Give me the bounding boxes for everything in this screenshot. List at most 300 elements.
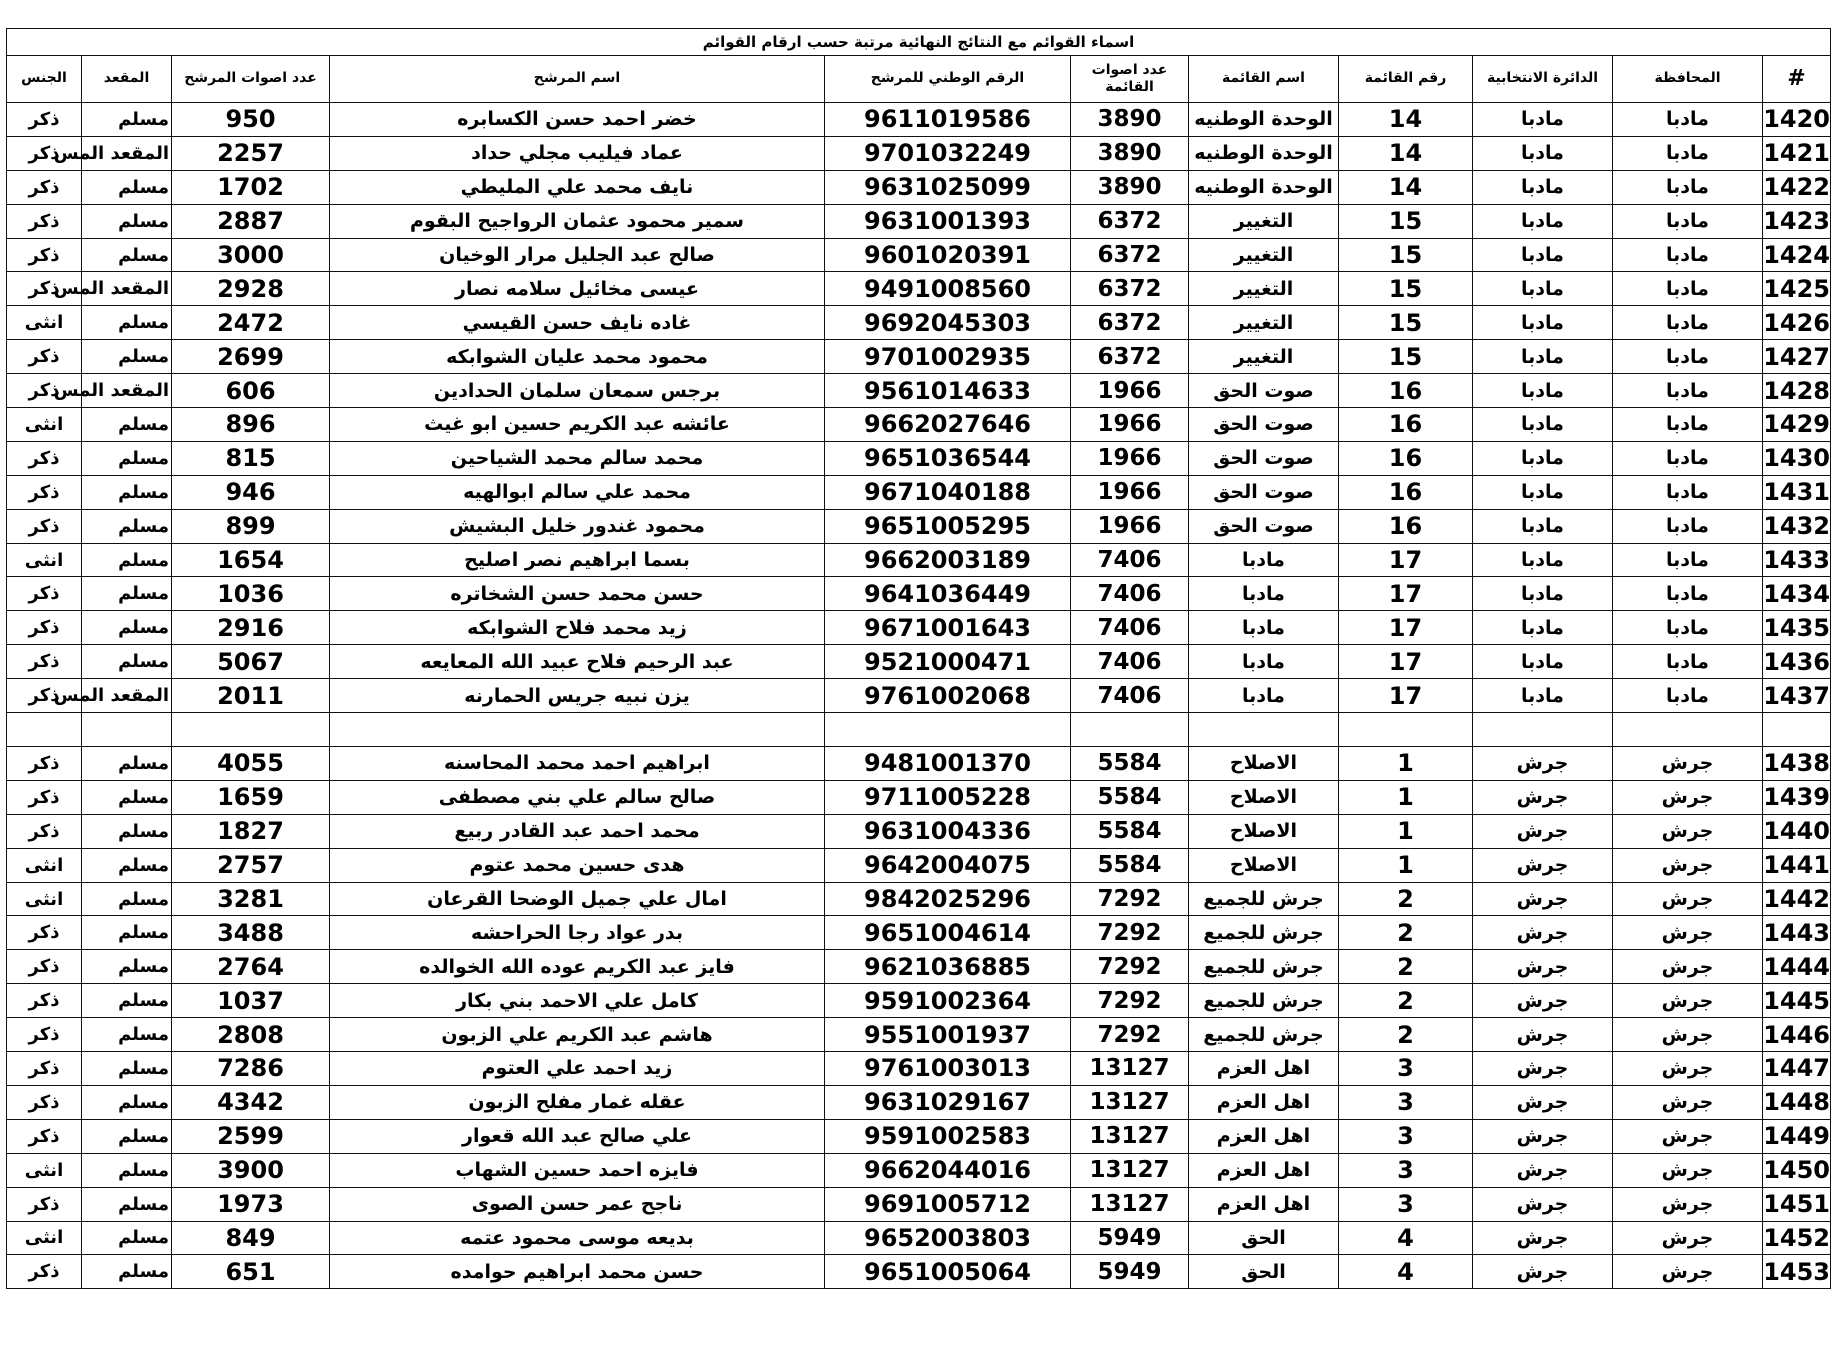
district-cell: مادبا bbox=[1473, 272, 1613, 306]
candidate-name-cell: هدى حسين محمد عتوم bbox=[330, 848, 825, 882]
header-candidate-votes: عدد اصوات المرشح bbox=[172, 56, 330, 103]
table-row bbox=[7, 408, 1831, 442]
gender-cell: ذكر bbox=[7, 1255, 82, 1289]
table-row bbox=[7, 780, 1831, 814]
list-name-cell: جرش للجميع bbox=[1189, 1018, 1339, 1052]
candidate-votes-cell: 1973 bbox=[172, 1187, 330, 1221]
district-cell: مادبا bbox=[1473, 204, 1613, 238]
district-cell: جرش bbox=[1473, 1221, 1613, 1255]
gender-cell: ذكر bbox=[7, 645, 82, 679]
national-id-cell: 9761002068 bbox=[825, 679, 1071, 713]
gender-cell: ذكر bbox=[7, 204, 82, 238]
table-row bbox=[7, 577, 1831, 611]
candidate-votes-cell: 1037 bbox=[172, 984, 330, 1018]
row-index: 1428 bbox=[1763, 374, 1831, 408]
candidate-votes-cell: 4055 bbox=[172, 747, 330, 781]
table-row bbox=[7, 950, 1831, 984]
seat-cell: مسلم bbox=[82, 1187, 172, 1221]
list-number-cell: 2 bbox=[1339, 916, 1473, 950]
list-votes-cell: 1966 bbox=[1071, 374, 1189, 408]
seat-cell: مسلم bbox=[82, 1119, 172, 1153]
national-id-cell: 9651005295 bbox=[825, 509, 1071, 543]
candidate-name-cell: خضر احمد حسن الكسابره bbox=[330, 103, 825, 137]
national-id-cell: 9691005712 bbox=[825, 1187, 1071, 1221]
governorate-cell: مادبا bbox=[1613, 679, 1763, 713]
candidate-votes-cell: 2599 bbox=[172, 1119, 330, 1153]
gender-cell: ذكر bbox=[7, 1018, 82, 1052]
list-name-cell: اهل العزم bbox=[1189, 1187, 1339, 1221]
list-number-cell: 2 bbox=[1339, 984, 1473, 1018]
list-name-cell: اهل العزم bbox=[1189, 1119, 1339, 1153]
gender-cell: ذكر bbox=[7, 1052, 82, 1086]
candidate-votes-cell: 4342 bbox=[172, 1085, 330, 1119]
candidate-name-cell: محمود غندور خليل البشيش bbox=[330, 509, 825, 543]
seat-cell: المقعد المس bbox=[82, 374, 172, 408]
governorate-cell: مادبا bbox=[1613, 136, 1763, 170]
national-id-cell: 9491008560 bbox=[825, 272, 1071, 306]
list-votes-cell: 1966 bbox=[1071, 509, 1189, 543]
list-name-cell: جرش للجميع bbox=[1189, 984, 1339, 1018]
national-id-cell: 9671001643 bbox=[825, 611, 1071, 645]
national-id-cell: 9761003013 bbox=[825, 1052, 1071, 1086]
district-cell: جرش bbox=[1473, 1018, 1613, 1052]
national-id-cell: 9701002935 bbox=[825, 340, 1071, 374]
national-id-cell: 9621036885 bbox=[825, 950, 1071, 984]
governorate-cell: جرش bbox=[1613, 1255, 1763, 1289]
seat-cell: مسلم bbox=[82, 1255, 172, 1289]
gender-cell: ذكر bbox=[7, 814, 82, 848]
seat-cell: مسلم bbox=[82, 814, 172, 848]
list-number-cell: 14 bbox=[1339, 170, 1473, 204]
district-cell: مادبا bbox=[1473, 340, 1613, 374]
candidate-votes-cell: 3488 bbox=[172, 916, 330, 950]
candidate-votes-cell: 899 bbox=[172, 509, 330, 543]
governorate-cell: مادبا bbox=[1613, 543, 1763, 577]
national-id-cell: 9662044016 bbox=[825, 1153, 1071, 1187]
list-name-cell: التغيير bbox=[1189, 306, 1339, 340]
national-id-cell: 9641036449 bbox=[825, 577, 1071, 611]
governorate-cell: جرش bbox=[1613, 848, 1763, 882]
seat-cell: مسلم bbox=[82, 645, 172, 679]
candidate-votes-cell: 946 bbox=[172, 475, 330, 509]
district-cell: جرش bbox=[1473, 1085, 1613, 1119]
national-id-cell: 9551001937 bbox=[825, 1018, 1071, 1052]
list-number-cell: 3 bbox=[1339, 1119, 1473, 1153]
seat-cell: مسلم bbox=[82, 306, 172, 340]
seat-cell: مسلم bbox=[82, 1221, 172, 1255]
list-votes-cell: 13127 bbox=[1071, 1052, 1189, 1086]
row-index: 1436 bbox=[1763, 645, 1831, 679]
row-index: 1426 bbox=[1763, 306, 1831, 340]
candidate-name-cell: بديعه موسى محمود عتمه bbox=[330, 1221, 825, 1255]
list-number-cell: 17 bbox=[1339, 611, 1473, 645]
seat-cell: المقعد المس bbox=[82, 272, 172, 306]
list-name-cell: اهل العزم bbox=[1189, 1153, 1339, 1187]
candidate-votes-cell: 896 bbox=[172, 408, 330, 442]
candidate-name-cell: محمود محمد عليان الشوابكه bbox=[330, 340, 825, 374]
governorate-cell: جرش bbox=[1613, 1052, 1763, 1086]
seat-cell: مسلم bbox=[82, 950, 172, 984]
table-row bbox=[7, 340, 1831, 374]
governorate-cell: جرش bbox=[1613, 882, 1763, 916]
district-cell: مادبا bbox=[1473, 374, 1613, 408]
row-index: 1447 bbox=[1763, 1052, 1831, 1086]
list-number-cell: 2 bbox=[1339, 882, 1473, 916]
candidate-votes-cell: 950 bbox=[172, 103, 330, 137]
gender-cell: ذكر bbox=[7, 780, 82, 814]
district-cell: جرش bbox=[1473, 1052, 1613, 1086]
header-district: الدائرة الانتخابية bbox=[1473, 56, 1613, 103]
header-row bbox=[7, 56, 1831, 103]
governorate-cell: جرش bbox=[1613, 747, 1763, 781]
table-row bbox=[7, 747, 1831, 781]
row-index: 1440 bbox=[1763, 814, 1831, 848]
table-row bbox=[7, 814, 1831, 848]
candidate-name-cell: فايزه احمد حسين الشهاب bbox=[330, 1153, 825, 1187]
list-name-cell: صوت الحق bbox=[1189, 475, 1339, 509]
district-cell: جرش bbox=[1473, 1153, 1613, 1187]
seat-cell: مسلم bbox=[82, 577, 172, 611]
list-votes-cell: 1966 bbox=[1071, 475, 1189, 509]
seat-cell: مسلم bbox=[82, 1018, 172, 1052]
governorate-cell: مادبا bbox=[1613, 441, 1763, 475]
gender-cell: ذكر bbox=[7, 103, 82, 137]
candidate-votes-cell: 3900 bbox=[172, 1153, 330, 1187]
list-number-cell: 16 bbox=[1339, 475, 1473, 509]
gender-cell: انثى bbox=[7, 1153, 82, 1187]
district-cell: جرش bbox=[1473, 1255, 1613, 1289]
table-row bbox=[7, 916, 1831, 950]
list-votes-cell: 13127 bbox=[1071, 1153, 1189, 1187]
header-governorate: المحافظة bbox=[1613, 56, 1763, 103]
seat-cell: مسلم bbox=[82, 1153, 172, 1187]
list-number-cell: 15 bbox=[1339, 272, 1473, 306]
gender-cell: انثى bbox=[7, 1221, 82, 1255]
header-national-id: الرقم الوطني للمرشح bbox=[825, 56, 1071, 103]
candidate-votes-cell: 1827 bbox=[172, 814, 330, 848]
list-number-cell: 3 bbox=[1339, 1153, 1473, 1187]
seat-cell: مسلم bbox=[82, 340, 172, 374]
candidate-name-cell: زيد محمد فلاح الشوابكه bbox=[330, 611, 825, 645]
district-cell: مادبا bbox=[1473, 408, 1613, 442]
candidate-name-cell: محمد احمد عبد القادر ربيع bbox=[330, 814, 825, 848]
candidate-name-cell: محمد سالم محمد الشياحين bbox=[330, 441, 825, 475]
list-votes-cell: 7292 bbox=[1071, 984, 1189, 1018]
district-cell: مادبا bbox=[1473, 103, 1613, 137]
list-votes-cell: 1966 bbox=[1071, 408, 1189, 442]
list-name-cell: الوحدة الوطنيه bbox=[1189, 170, 1339, 204]
gender-cell: ذكر bbox=[7, 441, 82, 475]
candidate-name-cell: زيد احمد علي العتوم bbox=[330, 1052, 825, 1086]
list-votes-cell: 3890 bbox=[1071, 103, 1189, 137]
list-name-cell: جرش للجميع bbox=[1189, 950, 1339, 984]
seat-cell: مسلم bbox=[82, 238, 172, 272]
list-number-cell: 17 bbox=[1339, 577, 1473, 611]
table-row bbox=[7, 272, 1831, 306]
district-cell: مادبا bbox=[1473, 238, 1613, 272]
district-cell: جرش bbox=[1473, 916, 1613, 950]
gender-cell: ذكر bbox=[7, 374, 82, 408]
list-number-cell: 1 bbox=[1339, 747, 1473, 781]
row-index: 1423 bbox=[1763, 204, 1831, 238]
district-cell: جرش bbox=[1473, 950, 1613, 984]
candidate-name-cell: محمد علي سالم ابوالهيه bbox=[330, 475, 825, 509]
governorate-cell: مادبا bbox=[1613, 611, 1763, 645]
gender-cell: ذكر bbox=[7, 272, 82, 306]
governorate-cell: جرش bbox=[1613, 1119, 1763, 1153]
gender-cell: ذكر bbox=[7, 577, 82, 611]
national-id-cell: 9692045303 bbox=[825, 306, 1071, 340]
row-index: 1435 bbox=[1763, 611, 1831, 645]
row-index: 1438 bbox=[1763, 747, 1831, 781]
list-name-cell: الوحدة الوطنيه bbox=[1189, 103, 1339, 137]
national-id-cell: 9591002583 bbox=[825, 1119, 1071, 1153]
candidate-votes-cell: 2257 bbox=[172, 136, 330, 170]
district-cell: مادبا bbox=[1473, 679, 1613, 713]
list-number-cell: 16 bbox=[1339, 408, 1473, 442]
list-name-cell: مادبا bbox=[1189, 645, 1339, 679]
candidate-name-cell: عائشه عبد الكريم حسين ابو غيث bbox=[330, 408, 825, 442]
row-index: 1433 bbox=[1763, 543, 1831, 577]
list-votes-cell: 3890 bbox=[1071, 170, 1189, 204]
governorate-cell: جرش bbox=[1613, 1018, 1763, 1052]
seat-cell: مسلم bbox=[82, 408, 172, 442]
row-index: 1424 bbox=[1763, 238, 1831, 272]
row-index: 1422 bbox=[1763, 170, 1831, 204]
list-name-cell: التغيير bbox=[1189, 272, 1339, 306]
candidate-name-cell: هاشم عبد الكريم علي الزبون bbox=[330, 1018, 825, 1052]
candidate-name-cell: برجس سمعان سلمان الحدادين bbox=[330, 374, 825, 408]
district-cell: جرش bbox=[1473, 780, 1613, 814]
governorate-cell: مادبا bbox=[1613, 272, 1763, 306]
list-name-cell: مادبا bbox=[1189, 611, 1339, 645]
seat-cell: مسلم bbox=[82, 882, 172, 916]
governorate-cell: جرش bbox=[1613, 950, 1763, 984]
national-id-cell: 9651005064 bbox=[825, 1255, 1071, 1289]
list-number-cell: 14 bbox=[1339, 136, 1473, 170]
district-cell: جرش bbox=[1473, 984, 1613, 1018]
district-cell: مادبا bbox=[1473, 543, 1613, 577]
list-number-cell: 16 bbox=[1339, 374, 1473, 408]
list-number-cell: 16 bbox=[1339, 509, 1473, 543]
candidate-votes-cell: 606 bbox=[172, 374, 330, 408]
list-votes-cell: 7406 bbox=[1071, 679, 1189, 713]
gender-cell: ذكر bbox=[7, 984, 82, 1018]
candidate-votes-cell: 849 bbox=[172, 1221, 330, 1255]
list-votes-cell: 7406 bbox=[1071, 543, 1189, 577]
governorate-cell: مادبا bbox=[1613, 475, 1763, 509]
row-index: 1432 bbox=[1763, 509, 1831, 543]
district-cell: مادبا bbox=[1473, 136, 1613, 170]
seat-cell: مسلم bbox=[82, 747, 172, 781]
seat-cell: مسلم bbox=[82, 611, 172, 645]
seat-cell: مسلم bbox=[82, 984, 172, 1018]
candidate-name-cell: يزن نبيه جريس الحمارنه bbox=[330, 679, 825, 713]
seat-cell: مسلم bbox=[82, 103, 172, 137]
district-cell: جرش bbox=[1473, 747, 1613, 781]
table-row bbox=[7, 441, 1831, 475]
candidate-votes-cell: 2472 bbox=[172, 306, 330, 340]
list-name-cell: صوت الحق bbox=[1189, 408, 1339, 442]
national-id-cell: 9631004336 bbox=[825, 814, 1071, 848]
governorate-cell: مادبا bbox=[1613, 577, 1763, 611]
governorate-cell: جرش bbox=[1613, 780, 1763, 814]
row-index: 1443 bbox=[1763, 916, 1831, 950]
row-index: 1434 bbox=[1763, 577, 1831, 611]
list-votes-cell: 5584 bbox=[1071, 747, 1189, 781]
governorate-cell: مادبا bbox=[1613, 204, 1763, 238]
national-id-cell: 9842025296 bbox=[825, 882, 1071, 916]
row-index: 1420 bbox=[1763, 103, 1831, 137]
candidate-votes-cell: 1659 bbox=[172, 780, 330, 814]
gender-cell: انثى bbox=[7, 882, 82, 916]
list-number-cell: 17 bbox=[1339, 543, 1473, 577]
list-votes-cell: 13127 bbox=[1071, 1187, 1189, 1221]
gender-cell: ذكر bbox=[7, 475, 82, 509]
row-index: 1446 bbox=[1763, 1018, 1831, 1052]
national-id-cell: 9662003189 bbox=[825, 543, 1071, 577]
seat-cell: مسلم bbox=[82, 170, 172, 204]
candidate-votes-cell: 815 bbox=[172, 441, 330, 475]
candidate-votes-cell: 2887 bbox=[172, 204, 330, 238]
governorate-cell: جرش bbox=[1613, 984, 1763, 1018]
national-id-cell: 9651004614 bbox=[825, 916, 1071, 950]
district-cell: مادبا bbox=[1473, 509, 1613, 543]
candidate-name-cell: بسما ابراهيم نصر اصليح bbox=[330, 543, 825, 577]
list-number-cell: 1 bbox=[1339, 848, 1473, 882]
list-number-cell: 3 bbox=[1339, 1085, 1473, 1119]
national-id-cell: 9631025099 bbox=[825, 170, 1071, 204]
page-title: اسماء القوائم مع النتائج النهائية مرتبة حسب ارقام القوائم bbox=[7, 29, 1831, 56]
table-row bbox=[7, 1153, 1831, 1187]
table-row bbox=[7, 543, 1831, 577]
candidate-votes-cell: 2699 bbox=[172, 340, 330, 374]
candidate-votes-cell: 1036 bbox=[172, 577, 330, 611]
list-number-cell: 4 bbox=[1339, 1221, 1473, 1255]
candidate-votes-cell: 7286 bbox=[172, 1052, 330, 1086]
list-name-cell: صوت الحق bbox=[1189, 441, 1339, 475]
list-name-cell: التغيير bbox=[1189, 204, 1339, 238]
list-name-cell: الاصلاح bbox=[1189, 848, 1339, 882]
blank-row bbox=[7, 713, 1831, 747]
seat-cell: مسلم bbox=[82, 509, 172, 543]
candidate-name-cell: سمير محمود عثمان الرواجيح البقوم bbox=[330, 204, 825, 238]
row-index: 1427 bbox=[1763, 340, 1831, 374]
national-id-cell: 9652003803 bbox=[825, 1221, 1071, 1255]
gender-cell: ذكر bbox=[7, 170, 82, 204]
governorate-cell: مادبا bbox=[1613, 238, 1763, 272]
list-name-cell: مادبا bbox=[1189, 577, 1339, 611]
governorate-cell: مادبا bbox=[1613, 509, 1763, 543]
list-number-cell: 14 bbox=[1339, 103, 1473, 137]
row-index: 1445 bbox=[1763, 984, 1831, 1018]
table-separator bbox=[7, 713, 1831, 747]
list-votes-cell: 6372 bbox=[1071, 306, 1189, 340]
candidate-name-cell: حسن محمد ابراهيم حوامده bbox=[330, 1255, 825, 1289]
list-votes-cell: 5949 bbox=[1071, 1255, 1189, 1289]
national-id-cell: 9631029167 bbox=[825, 1085, 1071, 1119]
table-row bbox=[7, 848, 1831, 882]
list-votes-cell: 6372 bbox=[1071, 204, 1189, 238]
gender-cell: ذكر bbox=[7, 1085, 82, 1119]
candidate-votes-cell: 5067 bbox=[172, 645, 330, 679]
table-row bbox=[7, 611, 1831, 645]
list-name-cell: الاصلاح bbox=[1189, 814, 1339, 848]
list-name-cell: جرش للجميع bbox=[1189, 882, 1339, 916]
governorate-cell: مادبا bbox=[1613, 408, 1763, 442]
candidate-votes-cell: 2808 bbox=[172, 1018, 330, 1052]
list-votes-cell: 7292 bbox=[1071, 1018, 1189, 1052]
row-index: 1442 bbox=[1763, 882, 1831, 916]
table-row bbox=[7, 475, 1831, 509]
list-number-cell: 15 bbox=[1339, 306, 1473, 340]
table-row bbox=[7, 170, 1831, 204]
list-votes-cell: 1966 bbox=[1071, 441, 1189, 475]
table-row bbox=[7, 103, 1831, 137]
gender-cell: ذكر bbox=[7, 509, 82, 543]
list-number-cell: 15 bbox=[1339, 340, 1473, 374]
table-row bbox=[7, 984, 1831, 1018]
national-id-cell: 9671040188 bbox=[825, 475, 1071, 509]
list-number-cell: 3 bbox=[1339, 1187, 1473, 1221]
list-number-cell: 1 bbox=[1339, 780, 1473, 814]
row-index: 1444 bbox=[1763, 950, 1831, 984]
national-id-cell: 9711005228 bbox=[825, 780, 1071, 814]
district-cell: مادبا bbox=[1473, 170, 1613, 204]
district-cell: مادبا bbox=[1473, 475, 1613, 509]
gender-cell: ذكر bbox=[7, 679, 82, 713]
gender-cell: ذكر bbox=[7, 747, 82, 781]
table-row bbox=[7, 882, 1831, 916]
seat-cell: مسلم bbox=[82, 475, 172, 509]
seat-cell: مسلم bbox=[82, 780, 172, 814]
seat-cell: مسلم bbox=[82, 848, 172, 882]
district-cell: جرش bbox=[1473, 814, 1613, 848]
candidate-votes-cell: 1654 bbox=[172, 543, 330, 577]
list-name-cell: صوت الحق bbox=[1189, 374, 1339, 408]
candidate-votes-cell: 2764 bbox=[172, 950, 330, 984]
candidate-name-cell: فايز عبد الكريم عوده الله الخوالده bbox=[330, 950, 825, 984]
list-name-cell: اهل العزم bbox=[1189, 1052, 1339, 1086]
header-index: # bbox=[1763, 56, 1831, 103]
candidate-name-cell: ابراهيم احمد محمد المحاسنه bbox=[330, 747, 825, 781]
gender-cell: انثى bbox=[7, 848, 82, 882]
table-row bbox=[7, 204, 1831, 238]
national-id-cell: 9591002364 bbox=[825, 984, 1071, 1018]
candidate-votes-cell: 2916 bbox=[172, 611, 330, 645]
row-index: 1431 bbox=[1763, 475, 1831, 509]
seat-cell: مسلم bbox=[82, 204, 172, 238]
list-number-cell: 2 bbox=[1339, 1018, 1473, 1052]
gender-cell: انثى bbox=[7, 543, 82, 577]
governorate-cell: جرش bbox=[1613, 1085, 1763, 1119]
candidate-name-cell: كامل علي الاحمد بني بكار bbox=[330, 984, 825, 1018]
list-number-cell: 4 bbox=[1339, 1255, 1473, 1289]
national-id-cell: 9611019586 bbox=[825, 103, 1071, 137]
row-index: 1439 bbox=[1763, 780, 1831, 814]
district-cell: مادبا bbox=[1473, 645, 1613, 679]
governorate-cell: جرش bbox=[1613, 1153, 1763, 1187]
national-id-cell: 9601020391 bbox=[825, 238, 1071, 272]
candidate-votes-cell: 2757 bbox=[172, 848, 330, 882]
candidate-votes-cell: 651 bbox=[172, 1255, 330, 1289]
list-votes-cell: 7406 bbox=[1071, 645, 1189, 679]
list-number-cell: 16 bbox=[1339, 441, 1473, 475]
table-row bbox=[7, 1119, 1831, 1153]
candidate-votes-cell: 3281 bbox=[172, 882, 330, 916]
row-index: 1449 bbox=[1763, 1119, 1831, 1153]
candidate-name-cell: حسن محمد حسن الشخاتره bbox=[330, 577, 825, 611]
